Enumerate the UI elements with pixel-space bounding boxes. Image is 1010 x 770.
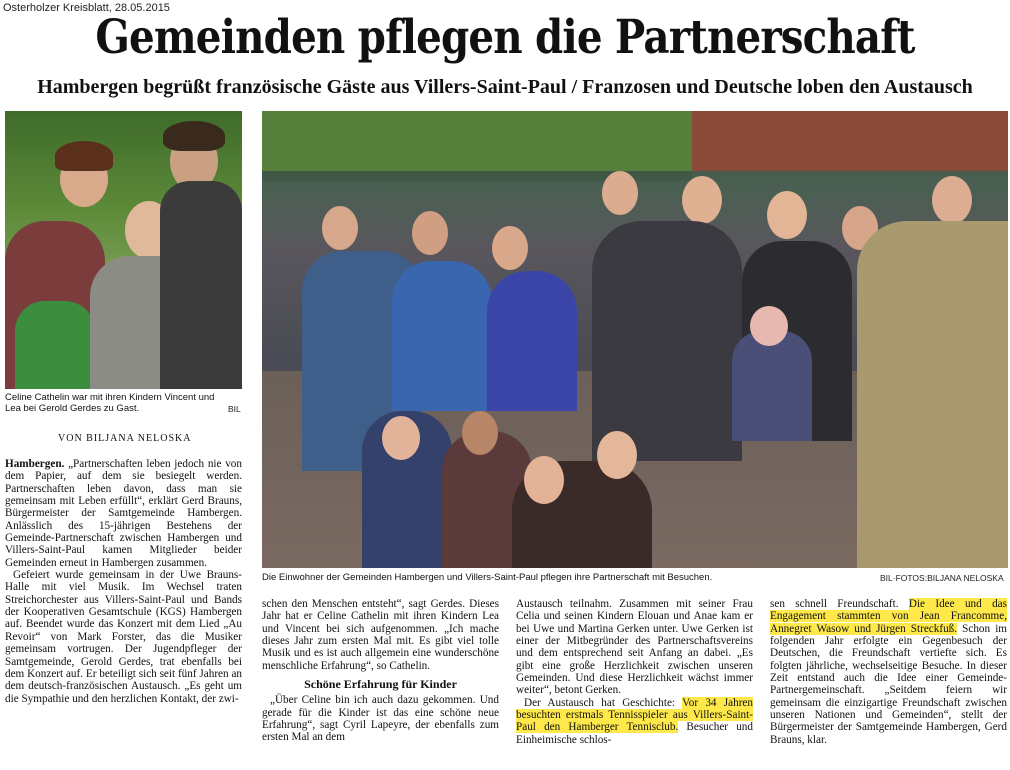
highlighted-text: Die Idee und das Engagement stammten von Jean Francomme, Annegret Wasow und Jürgen Streckfuß. bbox=[770, 598, 1007, 635]
paragraph: Gefeiert wurde gemeinsam in der Uwe Brauns-Halle mit viel Musik. Im Wechsel traten Streichorchester aus Villers-Saint-Paul und Bands der Kooperativen Gesamtschule (KGS) Hambergen auf. Beendet wurde das Konzert mit dem Lied „Au Revoir“ von Mark Forster, das die Musiker gemeinsam vortrugen. Der Jugendpfleger der Samtgemeinde, Gerold Gerdes, trat ebenfalls bei dem Konzert auf. Er beteiligt sich seit fünf Jahren an dem deutsch-französischen Austausch. „Es geht um die Sympathie und den herzlichen Kontakt, der zwi- bbox=[5, 569, 242, 705]
paragraph: Austausch teilnahm. Zusammen mit seiner Frau Celia und seinen Kindern Elouan und Anae kam er bei Uwe und Martina Gerken unter. Uwe Gerken ist einer der Mitbegründer des Partnerschaftsvereins und dem entsprechend seit Anfang an dabei. „Es gibt eine große Herzlichkeit zwischen unseren Gemeinden. Und diese Herzlichkeit wächst immer weiter“, betont Gerken. bbox=[516, 598, 753, 697]
article-column-3 bbox=[516, 598, 753, 746]
highlighted-text: Vor 34 Jahren besuchten erstmals Tennisspieler aus Villers-Saint-Paul den Hamberger Tennisclub. bbox=[516, 696, 753, 734]
paragraph: schen den Menschen entsteht“, sagt Gerdes. Dieses Jahr hat er Celine Cathelin mit ihren Kindern Lea und Vincent bei sich aufgenommen. „Ich mache dieses Jahr zum ersten Mal mit. Es gibt viel tolle Musik und es ist auch allgemein eine wunderschöne menschliche Erfahrung“, so Cathelin. bbox=[262, 598, 499, 672]
paragraph: „Partnerschaften leben jedoch nie von dem Papier, auf dem sie besiegelt werden. Partnerschaften leben davon, dass man sie gemeinsam mit Leben erfüllt“, erklärt Gerd Brauns, Bürgermeister der Samtgemeinde Hambergen. Anlässlich des 15-jährigen Bestehens der Gemeinde-Partnerschaft zwischen Hambergen und Villers-Saint-Paul kamen Mitglieder beider Gemeinden erneut in Hambergen zusammen. bbox=[5, 458, 242, 569]
section-subhead: Schöne Erfahrung für Kinder bbox=[304, 677, 457, 692]
text-run: Schon im folgenden Jahr erfolgte ein Gegenbesuch der Deutschen, die Freundschaft vertiefte sich. Es folgten jährliche, wechselseitige Besuche. In dieser Zeit entstand auch die Idee einer Gemeinde-Partnergemeinschaft. „Seitdem feiern wir gemeinsam die einzigartige Freundschaft zwischen unseren Nationen und Gemeinden“, stellt der Bürgermeister der Samtgemeinde Hambergen, Gerd Brauns, klar. bbox=[770, 622, 1008, 746]
dateline: Hambergen. bbox=[5, 458, 65, 470]
article-column-2 bbox=[262, 598, 499, 744]
photo-family-credit: BIL bbox=[228, 404, 241, 414]
newspaper-source: Osterholzer Kreisblatt, 28.05.2015 bbox=[3, 2, 170, 14]
text-run: Besucher und Einheimische schlos- bbox=[516, 721, 753, 746]
photo-group-credit: BIL·FOTOS:BILJANA NELOSKA bbox=[880, 573, 1004, 583]
photo-group bbox=[262, 111, 1008, 568]
subheadline: Hambergen begrüßt französische Gäste aus Villers-Saint-Paul / Franzosen und Deutsche loben den Austausch bbox=[37, 76, 973, 98]
photo-family-caption: Celine Cathelin war mit ihren Kindern Vincent und Lea bei Gerold Gerdes zu Gast. bbox=[5, 392, 215, 414]
paragraph: „Über Celine bin ich auch dazu gekommen. Und gerade für die Kinder ist das eine schöne neue Erfahrung“, sagt Cyril Lapeyre, der ebenfalls zum ersten Mal an dem bbox=[262, 694, 499, 744]
article-column-1 bbox=[5, 458, 242, 705]
article-column-4 bbox=[770, 598, 1007, 746]
headline: Gemeinden pflegen die Partnerschaft bbox=[95, 10, 915, 65]
text-run: Der Austausch hat Geschichte: bbox=[524, 696, 683, 709]
photo-group-caption: Die Einwohner der Gemeinden Hambergen und Villers-Saint-Paul pflegen ihre Partnerschaft mit Besuchen. bbox=[262, 572, 713, 583]
text-run: sen schnell Freundschaft. bbox=[770, 598, 909, 610]
photo-family bbox=[5, 111, 242, 389]
byline: VON BILJANA NELOSKA bbox=[58, 433, 192, 444]
